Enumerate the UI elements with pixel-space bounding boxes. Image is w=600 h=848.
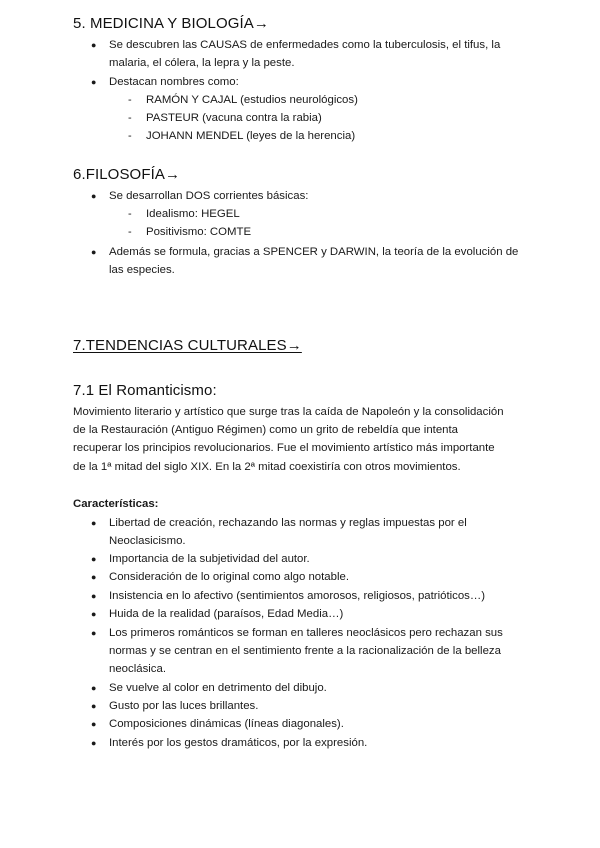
bullet-icon: ● xyxy=(91,738,97,748)
bullet-icon: ● xyxy=(91,701,97,711)
sec5-bullet-1-line-1: Se descubren las CAUSAS de enfermedades como la tuberculosis, el tifus, la xyxy=(109,39,501,51)
section-5-heading: 5. MEDICINA Y BIOLOGÍA→ xyxy=(73,15,269,32)
list-item-continuation: Neoclasicismo. xyxy=(109,535,186,547)
bullet-icon: ● xyxy=(91,554,97,564)
sec5-sub-1: RAMÓN Y CAJAL (estudios neurológicos) xyxy=(146,94,358,106)
list-item: Consideración de lo original como algo notable. xyxy=(109,571,349,583)
bullet-icon: ● xyxy=(91,191,97,201)
bullet-icon: ● xyxy=(91,77,97,87)
bullet-icon: ● xyxy=(91,591,97,601)
sec6-bullet-1: Se desarrollan DOS corrientes básicas: xyxy=(109,190,309,202)
dash-icon: - xyxy=(128,130,132,142)
paragraph-line-2: de la Restauración (Antiguo Régimen) como un grito de rebeldía que intenta xyxy=(73,424,458,436)
list-item: Composiciones dinámicas (líneas diagonales). xyxy=(109,718,344,730)
bullet-icon: ● xyxy=(91,572,97,582)
list-item: Gusto por las luces brillantes. xyxy=(109,700,259,712)
sec6-sub-1: Idealismo: HEGEL xyxy=(146,208,240,220)
dash-icon: - xyxy=(128,94,132,106)
section-7-1-heading: 7.1 El Romanticismo: xyxy=(73,382,217,399)
bullet-icon: ● xyxy=(91,683,97,693)
list-item-continuation: normas y se centran en el sentimiento frente a la racionalización de la belleza xyxy=(109,645,501,657)
bullet-icon: ● xyxy=(91,40,97,50)
paragraph-line-1: Movimiento literario y artístico que surge tras la caída de Napoleón y la consolidación xyxy=(73,406,504,418)
sec6-sub-2: Positivismo: COMTE xyxy=(146,226,252,238)
list-item: Insistencia en lo afectivo (sentimientos amorosos, religiosos, patrióticos…) xyxy=(109,590,486,602)
list-item: Se vuelve al color en detrimento del dibujo. xyxy=(109,682,327,694)
list-item: Interés por los gestos dramáticos, por la expresión. xyxy=(109,737,368,749)
section-6-heading: 6.FILOSOFÍA→ xyxy=(73,166,181,183)
list-item: Los primeros románticos se forman en talleres neoclásicos pero rechazan sus xyxy=(109,627,503,639)
dash-icon: - xyxy=(128,208,132,220)
paragraph-line-3: recuperar los principios revolucionarios. Fue el movimiento artístico más importante xyxy=(73,442,495,454)
section-7-heading: 7.TENDENCIAS CULTURALES→ xyxy=(73,337,302,354)
list-item: Libertad de creación, rechazando las normas y reglas impuestas por el xyxy=(109,517,467,529)
caracteristicas-label: Características: xyxy=(73,498,159,510)
bullet-icon: ● xyxy=(91,719,97,729)
sec6-bullet-2-line-1: Además se formula, gracias a SPENCER y DARWIN, la teoría de la evolución de xyxy=(109,246,519,258)
dash-icon: - xyxy=(128,112,132,124)
sec5-bullet-1-line-2: malaria, el cólera, la lepra y la peste. xyxy=(109,57,295,69)
sec5-sub-3: JOHANN MENDEL (leyes de la herencia) xyxy=(146,130,356,142)
sec5-sub-2: PASTEUR (vacuna contra la rabia) xyxy=(146,112,322,124)
bullet-icon: ● xyxy=(91,628,97,638)
list-item: Importancia de la subjetividad del autor. xyxy=(109,553,310,565)
bullet-icon: ● xyxy=(91,609,97,619)
bullet-icon: ● xyxy=(91,247,97,257)
list-item-continuation: neoclásica. xyxy=(109,663,166,675)
dash-icon: - xyxy=(128,226,132,238)
sec6-bullet-2-line-2: las especies. xyxy=(109,264,175,276)
bullet-icon: ● xyxy=(91,518,97,528)
sec5-bullet-2: Destacan nombres como: xyxy=(109,76,239,88)
list-item: Huida de la realidad (paraísos, Edad Media…) xyxy=(109,608,344,620)
paragraph-line-4: de la 1ª mitad del siglo XIX. En la 2ª mitad coexistiría con otros movimientos. xyxy=(73,461,461,473)
